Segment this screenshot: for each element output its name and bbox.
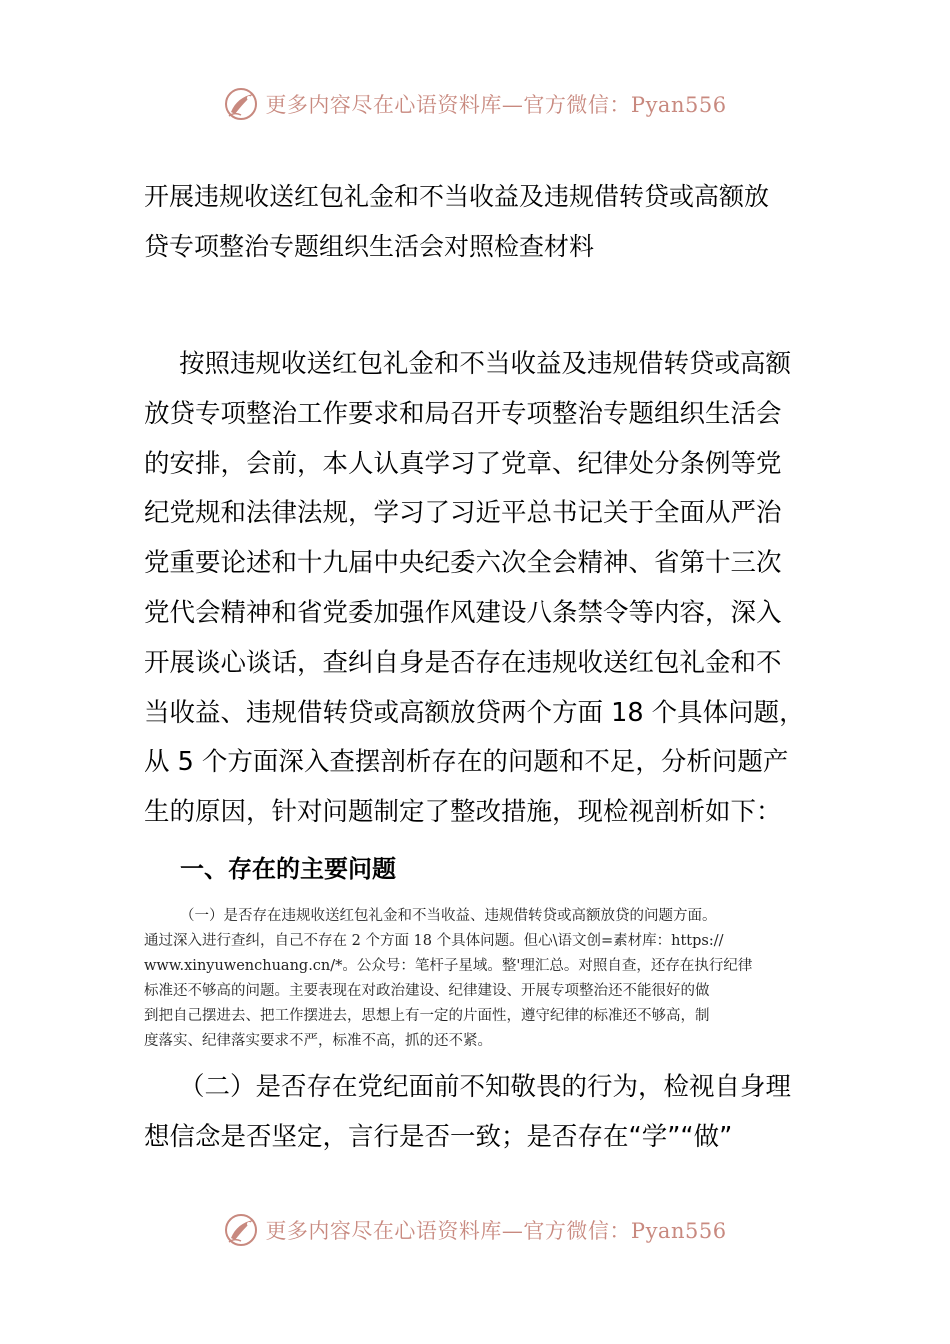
item1-paragraph: [144, 904, 814, 1054]
paragraph-line: 开展谈心谈话，查纠自身是否存在违规收送红包礼金和不: [144, 647, 782, 678]
paragraph-line: 纪党规和法律法规，学习了习近平总书记关于全面从严治: [144, 498, 782, 529]
paragraph-line: 度落实、纪律落实要求不严，标准不高，抓的还不紧。: [144, 1033, 492, 1049]
paragraph-line: 党重要论述和十九届中央纪委六次全会精神、省第十三次: [144, 548, 782, 579]
paragraph-line: 当收益、违规借转贷或高额放贷两个方面 18 个具体问题，: [144, 697, 805, 728]
paragraph-line: www.xinyuwenchuang.cn/*。公众号：笔杆子星域。整'理汇总。对照自查，还存在执行纪律: [144, 958, 753, 974]
title-line: 开展违规收送红包礼金和不当收益及违规借转贷或高额放: [144, 182, 770, 211]
intro-paragraph: [144, 340, 814, 838]
footer-banner: [0, 1210, 950, 1250]
banner-text: 更多内容尽在心语资料库—官方微信：Pyan556: [265, 1219, 727, 1243]
pen-writing-logo-icon: [223, 1212, 259, 1248]
paragraph-line: 想信念是否坚定，言行是否一致；是否存在“学”“做”: [144, 1121, 733, 1152]
pen-writing-logo-icon: [223, 86, 259, 122]
title-line: 贷专项整治专题组织生活会对照检查材料: [144, 232, 595, 261]
paragraph-line: 到把自己摆进去、把工作摆进去，思想上有一定的片面性，遵守纪律的标准还不够高，制: [144, 1008, 710, 1024]
section-heading: 一、存在的主要问题: [180, 855, 396, 883]
paragraph-line: 通过深入进行查纠，自己不存在 2 个方面 18 个具体问题。但心\语文创=素材库：https://: [144, 933, 724, 949]
document-title: [144, 172, 824, 272]
header-banner: [0, 84, 950, 124]
paragraph-line: 按照违规收送红包礼金和不当收益及违规借转贷或高额: [179, 349, 792, 379]
paragraph-line: 的安排，会前，本人认真学习了党章、纪律处分条例等党: [144, 448, 782, 479]
paragraph-line: 放贷专项整治工作要求和局召开专项整治专题组织生活会: [144, 398, 782, 429]
paragraph-line: （一）是否存在违规收送红包礼金和不当收益、违规借转贷或高额放贷的问题方面。: [180, 908, 717, 924]
paragraph-line: 从 5 个方面深入查摆剖析存在的问题和不足，分析问题产: [144, 747, 789, 778]
paragraph-line: 标准还不够高的问题。主要表现在对政治建设、纪律建设、开展专项整治还不能很好的做: [144, 983, 710, 999]
paragraph-line: 党代会精神和省党委加强作风建设八条禁令等内容，深入: [144, 597, 782, 628]
paragraph-line: （二）是否存在党纪面前不知敬畏的行为，检视自身理: [179, 1072, 792, 1102]
item2-paragraph: [144, 1063, 814, 1163]
paragraph-line: 生的原因，针对问题制定了整改措施，现检视剖析如下：: [144, 797, 782, 828]
banner-text: 更多内容尽在心语资料库—官方微信：Pyan556: [265, 93, 727, 117]
